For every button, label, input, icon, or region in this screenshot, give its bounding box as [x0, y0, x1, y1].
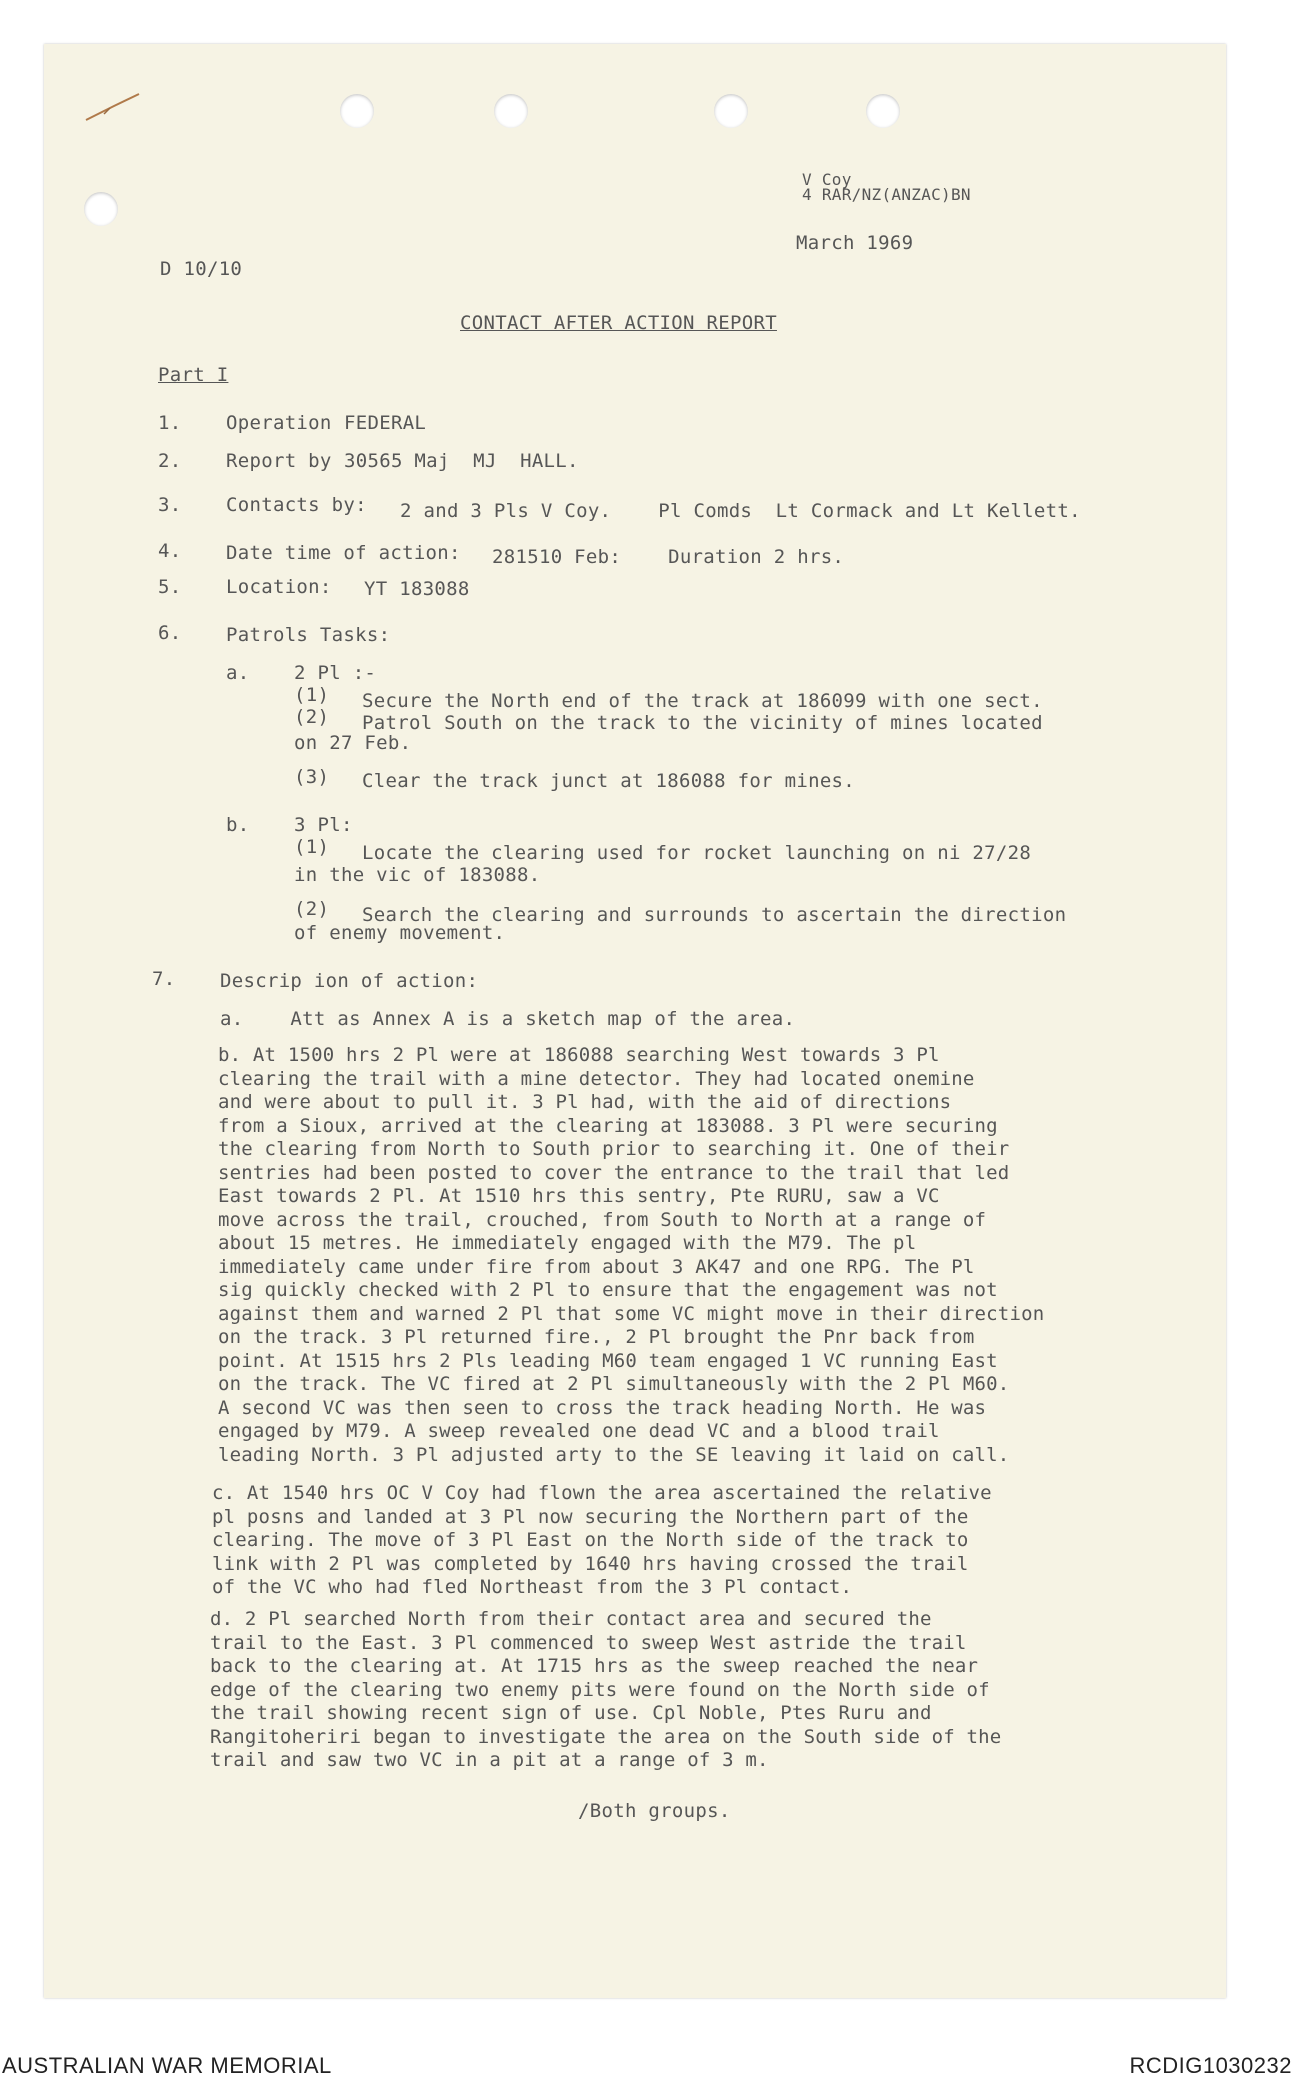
paragraph-c: c. At 1540 hrs OC V Coy had flown the area ascertained the relative pl posns and landed at 3 Pl now securing the Northern part of the clearing. The move of 3 Pl East on the North side of the track to link with 2 Pl was completed by 1640 hrs having crossed the trail of the VC who had fled Northeast from the 3 Pl contact.	[212, 1482, 992, 1598]
item-label: Operation	[226, 412, 332, 434]
item-label: Location:	[226, 576, 332, 598]
subtask-number: (2)	[294, 706, 330, 728]
footer-document-id: RCDIG1030232	[1129, 2053, 1292, 2078]
item-label: Patrols Tasks:	[226, 624, 391, 646]
item-number: 3.	[158, 494, 182, 516]
part-heading: Part I	[158, 364, 229, 386]
punch-hole	[714, 94, 748, 128]
paragraph-d: d. 2 Pl searched North from their contact area and secured the trail to the East. 3 Pl commenced to sweep West astride the trail back to the clearing at. At 1715 hrs as the sweep reached the near edge of the clearing two enemy pits were found on the North side of the trail showing recent sign of use. Cpl Noble, Ptes Ruru and Rangitoheriri began to investigate the area on the South side of the trail and saw two VC in a pit at a range of 3 m.	[210, 1608, 1002, 1771]
punch-hole	[494, 94, 528, 128]
continuation-catchword: /Both groups.	[578, 1800, 731, 1822]
punch-hole	[866, 94, 900, 128]
item-value: 30565 Maj MJ HALL.	[344, 450, 579, 472]
item-value: 2 and 3 Pls V Coy. Pl Comds Lt Cormack and Lt Kellett.	[400, 500, 1081, 522]
section-number: 7.	[152, 968, 176, 990]
unit-designation: V Coy	[802, 170, 852, 189]
item-number: 5.	[158, 576, 182, 598]
report-title: CONTACT AFTER ACTION REPORT	[460, 312, 777, 334]
file-reference: D 10/10	[160, 258, 243, 280]
subtask-continuation: in the vic of 183088.	[294, 864, 541, 886]
item-number: 4.	[158, 540, 182, 562]
pencil-mark	[84, 92, 144, 122]
item-number: 2.	[158, 450, 182, 472]
paragraph-b: b. At 1500 hrs 2 Pl were at 186088 searching West towards 3 Pl clearing the trail with a mine detector. They had located onemine and were about to pull it. 3 Pl had, with the aid of directions from a Sioux, arrived at the clearing at 183088. 3 Pl were securing the clearing from North to South prior to searching it. One of their sentries had been posted to cover the entrance to the trail that led East towards 2 Pl. At 1510 hrs this sentry, Pte RURU, saw a VC move across the trail, crouched, from South to North at a range of about 15 metres. He immediately engaged with the M79. The pl immediately came under fire from about 3 AK47 and one RPG. The Pl sig quickly checked with 2 Pl to ensure that the engagement was not against them and warned 2 Pl that some VC might move in their direction on the track. 3 Pl returned fire., 2 Pl brought the Pnr back from point. At 1515 hrs 2 Pls leading M60 team engaged 1 VC running East on the track. The VC fired at 2 Pl simultaneously with the 2 Pl M60. A second VC was then seen to cross the track heading North. He was engaged by M79. A sweep revealed one dead VC and a blood trail leading North. 3 Pl adjusted arty to the SE leaving it laid on call.	[218, 1044, 1045, 1466]
subtask-number: (3)	[294, 766, 330, 788]
subtask-text: Locate the clearing used for rocket launching on ni 27/28	[362, 842, 1032, 864]
footer-archive-name: AUSTRALIAN WAR MEMORIAL	[2, 2053, 332, 2078]
subtask-number: (1)	[294, 836, 330, 858]
paragraph-a: a. Att as Annex A is a sketch map of the area.	[220, 1008, 796, 1030]
task-letter: b.	[226, 814, 250, 836]
item-label: Date time of action:	[226, 542, 461, 564]
subtask-text: Clear the track junct at 186088 for mines.	[362, 770, 856, 792]
subtask-text: Patrol South on the track to the vicinity of mines located	[362, 712, 1043, 734]
subtask-number: (1)	[294, 684, 330, 706]
task-heading: 2 Pl :-	[294, 662, 377, 684]
task-letter: a.	[226, 662, 250, 684]
item-value: FEDERAL	[344, 412, 427, 434]
section-heading: Descrip ion of action:	[220, 970, 479, 992]
task-heading: 3 Pl:	[294, 814, 353, 836]
unit-designation-line2: 4 RAR/NZ(ANZAC)BN	[802, 185, 971, 204]
item-label: Contacts by:	[226, 494, 367, 516]
subtask-text: Secure the North end of the track at 186099 with one sect.	[362, 690, 1043, 712]
item-number: 1.	[158, 412, 182, 434]
item-number: 6.	[158, 622, 182, 644]
subtask-continuation: on 27 Feb.	[294, 732, 412, 754]
item-label: Report by	[226, 450, 332, 472]
report-date: March 1969	[796, 232, 914, 254]
subtask-continuation: of enemy movement.	[294, 922, 506, 944]
punch-hole	[340, 94, 374, 128]
punch-hole	[84, 192, 118, 226]
item-value: YT 183088	[364, 578, 470, 600]
item-value: 281510 Feb: Duration 2 hrs.	[492, 546, 845, 568]
subtask-number: (2)	[294, 898, 330, 920]
subtask-text: Search the clearing and surrounds to ascertain the direction	[362, 904, 1067, 926]
